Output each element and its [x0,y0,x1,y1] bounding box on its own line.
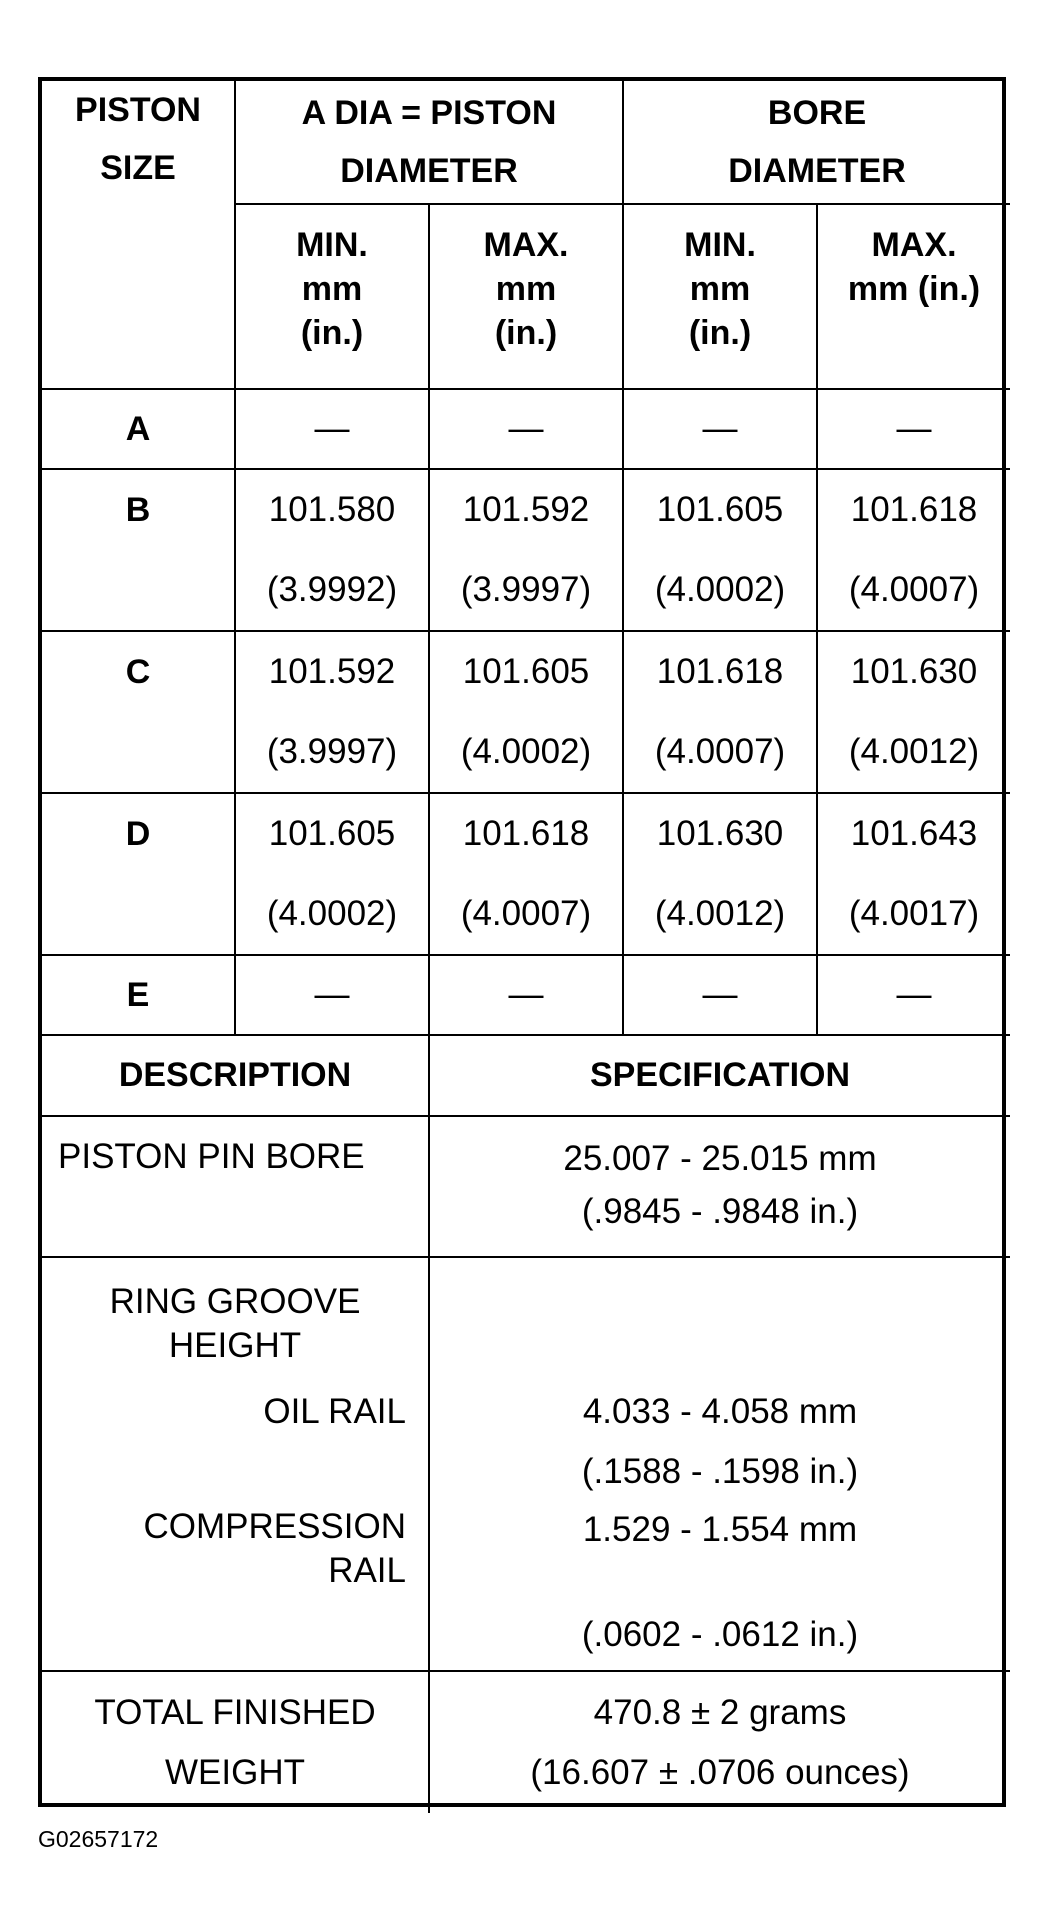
header-bore-line1: BORE [767,94,867,132]
spec-chart-frame [38,77,1006,1807]
value-in: (4.0007) [460,894,592,933]
table-row [42,469,1010,631]
value-in: (4.0007) [654,732,786,771]
value-in: (3.9992) [266,570,398,609]
header-piston-size-line2: SIZE [100,149,176,187]
weight-label-line1: TOTAL FINISHED [94,1692,376,1732]
header-description: DESCRIPTION [42,1034,429,1116]
value-cell: — [623,389,817,469]
subheader-bore-min-l3: (in.) [688,314,752,352]
subheader-bore-max [817,204,1010,389]
value-in: (4.0007) [848,570,980,609]
ring-groove-label-line1: RING GROOVE [109,1282,361,1321]
figure-id-caption: G02657172 [38,1826,159,1852]
value-mm: 101.592 [462,490,590,529]
value-in: (4.0002) [654,570,786,609]
value-cell: — [429,955,623,1035]
subheader-a-max [429,204,623,389]
header-a-dia [235,81,623,204]
pin-bore-spec-mm: 25.007 - 25.015 mm [563,1139,877,1178]
compression-rail-label [143,1505,406,1593]
value-mm: 101.630 [850,652,978,691]
weight-spec-ounces: (16.607 ± .0706 ounces) [530,1752,910,1792]
value-cell: — [429,389,623,469]
size-label [42,469,235,631]
value-cell [817,631,1010,793]
compression-label-line1: COMPRESSION [143,1507,406,1546]
value-cell [817,469,1010,631]
value-cell [429,793,623,955]
ring-groove-label [42,1280,428,1368]
table-row [42,389,1010,469]
size-label [42,793,235,955]
piston-size-table [42,81,1010,1036]
value-cell [235,793,429,955]
value-mm: 101.580 [268,490,396,529]
weight-spec [429,1671,1010,1813]
compression-label-line2: RAIL [328,1551,406,1590]
table-row [42,1257,1010,1671]
value-cell: — [235,389,429,469]
subheader-a-max-l1: MAX. [483,226,569,264]
subheader-a-max-l3: (in.) [494,314,558,352]
table-row [42,793,1010,955]
value-cell [429,631,623,793]
value-mm: 101.592 [268,652,396,691]
value-mm: 101.630 [656,814,784,853]
size-label: E [42,955,235,1035]
weight-label [42,1671,429,1813]
value-cell [429,469,623,631]
pin-bore-label: PISTON PIN BORE [42,1116,429,1257]
subheader-bore-min [623,204,817,389]
value-in: (4.0002) [266,894,398,933]
table-row [42,955,1010,1035]
oil-rail-spec-mm: 4.033 - 4.058 mm [582,1392,858,1431]
header-bore [623,81,1010,204]
size-label [42,631,235,793]
pin-bore-spec [429,1116,1010,1257]
value-cell [623,631,817,793]
subheader-a-min [235,204,429,389]
weight-spec-grams: 470.8 ± 2 grams [593,1692,847,1732]
value-cell: — [817,955,1010,1035]
subheader-a-min-l3: (in.) [300,314,364,352]
value-in: (3.9997) [460,570,592,609]
value-mm: 101.605 [268,814,396,853]
subheader-a-min-l1: MIN. [296,226,368,264]
header-a-dia-line2: DIAMETER [340,152,518,190]
value-cell: — [817,389,1010,469]
size-label: A [42,389,235,469]
header-specification: SPECIFICATION [429,1034,1010,1116]
size-label-text: D [125,815,151,853]
compression-spec-in: (.0602 - .0612 in.) [581,1615,859,1654]
pin-bore-spec-in: (.9845 - .9848 in.) [581,1192,859,1231]
ring-groove-label-line2: HEIGHT [168,1326,302,1365]
size-label-text: B [125,491,151,529]
value-mm: 101.618 [462,814,590,853]
header-piston-size [42,81,235,389]
value-cell [623,469,817,631]
specification-table [42,1034,1010,1813]
value-cell: — [623,955,817,1035]
oil-rail-spec-in: (.1588 - .1598 in.) [581,1452,859,1491]
value-mm: 101.618 [656,652,784,691]
header-bore-line2: DIAMETER [728,152,906,190]
table-row [42,1671,1010,1813]
oil-rail-label: OIL RAIL [263,1392,406,1431]
ring-groove-spec-cell [429,1257,1010,1671]
subheader-a-max-l2: mm [495,270,557,308]
value-cell [235,631,429,793]
subheader-bore-max-l2: mm (in.) [847,270,981,308]
value-in: (3.9997) [266,732,398,771]
value-in: (4.0012) [848,732,980,771]
value-cell [235,469,429,631]
ring-groove-label-cell [42,1257,429,1671]
header-piston-size-line1: PISTON [75,91,201,129]
subheader-bore-min-l1: MIN. [684,226,756,264]
value-cell: — [235,955,429,1035]
table-row [42,631,1010,793]
header-a-dia-line1: A DIA = PISTON [301,94,557,132]
subheader-bore-min-l2: mm [689,270,751,308]
value-mm: 101.618 [850,490,978,529]
value-in: (4.0002) [460,732,592,771]
value-in: (4.0012) [654,894,786,933]
value-mm: 101.605 [656,490,784,529]
weight-label-line2: WEIGHT [165,1752,305,1792]
value-mm: 101.605 [462,652,590,691]
value-cell [817,793,1010,955]
value-mm: 101.643 [850,814,978,853]
table-row [42,1116,1010,1257]
compression-spec-mm: 1.529 - 1.554 mm [582,1510,858,1549]
subheader-a-min-l2: mm [301,270,363,308]
value-cell [623,793,817,955]
size-label-text: C [125,653,151,691]
subheader-bore-max-l1: MAX. [871,226,957,264]
value-in: (4.0017) [848,894,980,933]
